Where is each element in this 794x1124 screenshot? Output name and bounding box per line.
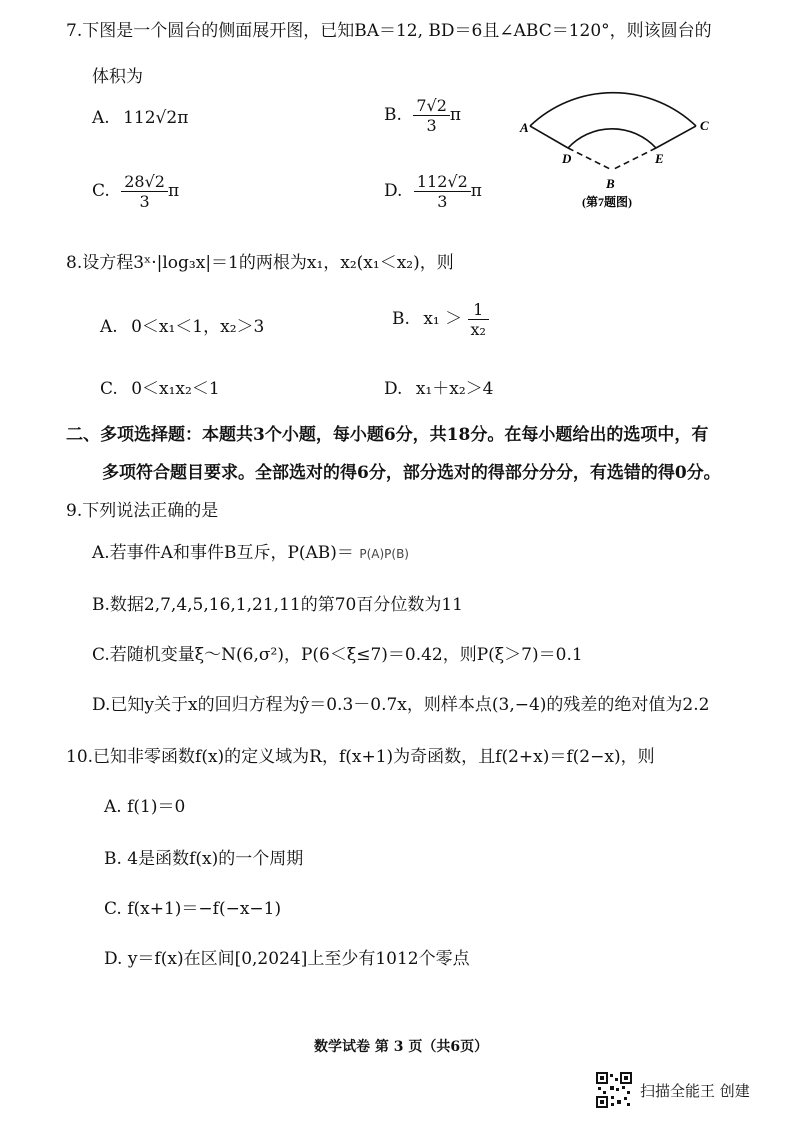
- q10-option-d: D. y＝f(x)在区间[0,2024]上至少有1012个零点: [104, 949, 470, 969]
- denominator: 3: [437, 192, 448, 211]
- q7-option-d: [384, 172, 482, 211]
- q7-figure: [510, 66, 730, 216]
- point-label-a: A: [520, 120, 529, 135]
- q7-stem-cont: 体积为: [92, 67, 143, 87]
- segment-ad: [530, 126, 568, 148]
- q10-option-b: B. 4是函数f(x)的一个周期: [104, 849, 304, 869]
- q7-option-b: [384, 96, 461, 135]
- pi-symbol: π: [470, 181, 482, 201]
- q10-stem: 10.已知非零函数f(x)的定义域为R，f(x+1)为奇函数，且f(2+x)＝f(2−x)，则: [66, 747, 655, 767]
- q8-option-c: [100, 374, 220, 399]
- point-label-d: D: [562, 151, 572, 166]
- q8-stem: 8.设方程3ˣ·|log₃x|＝1的两根为x₁，x₂(x₁＜x₂)，则: [66, 253, 454, 273]
- q10-option-a: A. f(1)＝0: [104, 797, 186, 817]
- option-label: D.: [384, 181, 403, 201]
- inner-arc: [568, 129, 656, 148]
- q9-option-b: B.数据2,7,4,5,16,1,21,11的第70百分位数为11: [92, 595, 463, 615]
- option-label: D.: [384, 379, 403, 399]
- qr-code-icon: [596, 1072, 632, 1108]
- option-value: x₁ ＞: [423, 309, 463, 329]
- segment-db-dashed: [568, 148, 612, 170]
- option-label: B.: [384, 105, 402, 125]
- segment-eb-dashed: [612, 148, 656, 170]
- pi-symbol: π: [167, 181, 180, 201]
- point-label-e: E: [655, 151, 664, 166]
- denominator: 3: [139, 192, 150, 211]
- denominator: x₂: [470, 320, 486, 339]
- numerator: 1: [468, 300, 489, 320]
- option-value: 0＜x₁＜1，x₂＞3: [131, 317, 265, 337]
- q9-option-a: [92, 538, 409, 563]
- q10-option-c: C. f(x+1)＝−f(−x−1): [104, 899, 282, 919]
- option-label: C.: [100, 379, 118, 399]
- scanner-watermark: [596, 1072, 750, 1108]
- option-label: A.: [100, 317, 118, 337]
- fraction: [414, 172, 471, 211]
- page-footer: 数学试卷 第 3 页（共6页）: [314, 1039, 489, 1055]
- q7-option-a: [92, 108, 188, 128]
- q8-option-d: [384, 374, 493, 399]
- q9-stem: 9.下列说法正确的是: [66, 501, 219, 521]
- outer-arc: [530, 93, 696, 126]
- pi-symbol: π: [449, 105, 462, 125]
- section-heading: 二、多项选择题：本题共3个小题，每小题6分，共18分。在每小题给出的选项中，有: [66, 425, 709, 445]
- figure-caption: (第7题图): [582, 195, 632, 209]
- segment-ce: [656, 126, 696, 148]
- option-value: 0＜x₁x₂＜1: [131, 379, 220, 399]
- numerator: 7√2: [413, 96, 450, 116]
- option-text: A.若事件A和事件B互斥，P(AB)＝: [92, 543, 354, 563]
- option-tail: P(A)P(B): [359, 547, 409, 561]
- option-label: B.: [392, 309, 410, 329]
- fraction: [468, 300, 489, 339]
- q8-option-b: [392, 300, 489, 339]
- fraction: [121, 172, 168, 211]
- option-value: x₁＋x₂＞4: [415, 379, 494, 399]
- q8-option-a: [100, 312, 264, 337]
- fraction: [413, 96, 450, 135]
- q7-stem: 7.下图是一个圆台的侧面展开图，已知BA＝12, BD＝6且∠ABC＝120°，则该圆台的: [66, 21, 712, 41]
- numerator: 28√2: [121, 172, 168, 192]
- option-label: C.: [92, 181, 110, 201]
- denominator: 3: [426, 116, 437, 135]
- q9-option-c: C.若随机变量ξ～N(6,σ²)，P(6＜ξ≤7)＝0.42，则P(ξ＞7)＝0.1: [92, 645, 583, 665]
- numerator: 112√2: [414, 172, 471, 192]
- section-instructions: 多项符合题目要求。全部选对的得6分，部分选对的得部分分分，有选错的得0分。: [102, 463, 721, 483]
- point-label-c: C: [700, 118, 709, 133]
- q9-option-d: D.已知y关于x的回归方程为ŷ＝0.3－0.7x，则样本点(3,−4)的残差的绝对值为2.2: [92, 695, 710, 715]
- watermark-text: 扫描全能王 创建: [640, 1081, 750, 1100]
- q7-option-c: [92, 172, 179, 211]
- option-value: 112√2π: [123, 108, 189, 128]
- point-label-b: B: [606, 176, 615, 191]
- option-label: A.: [92, 108, 110, 128]
